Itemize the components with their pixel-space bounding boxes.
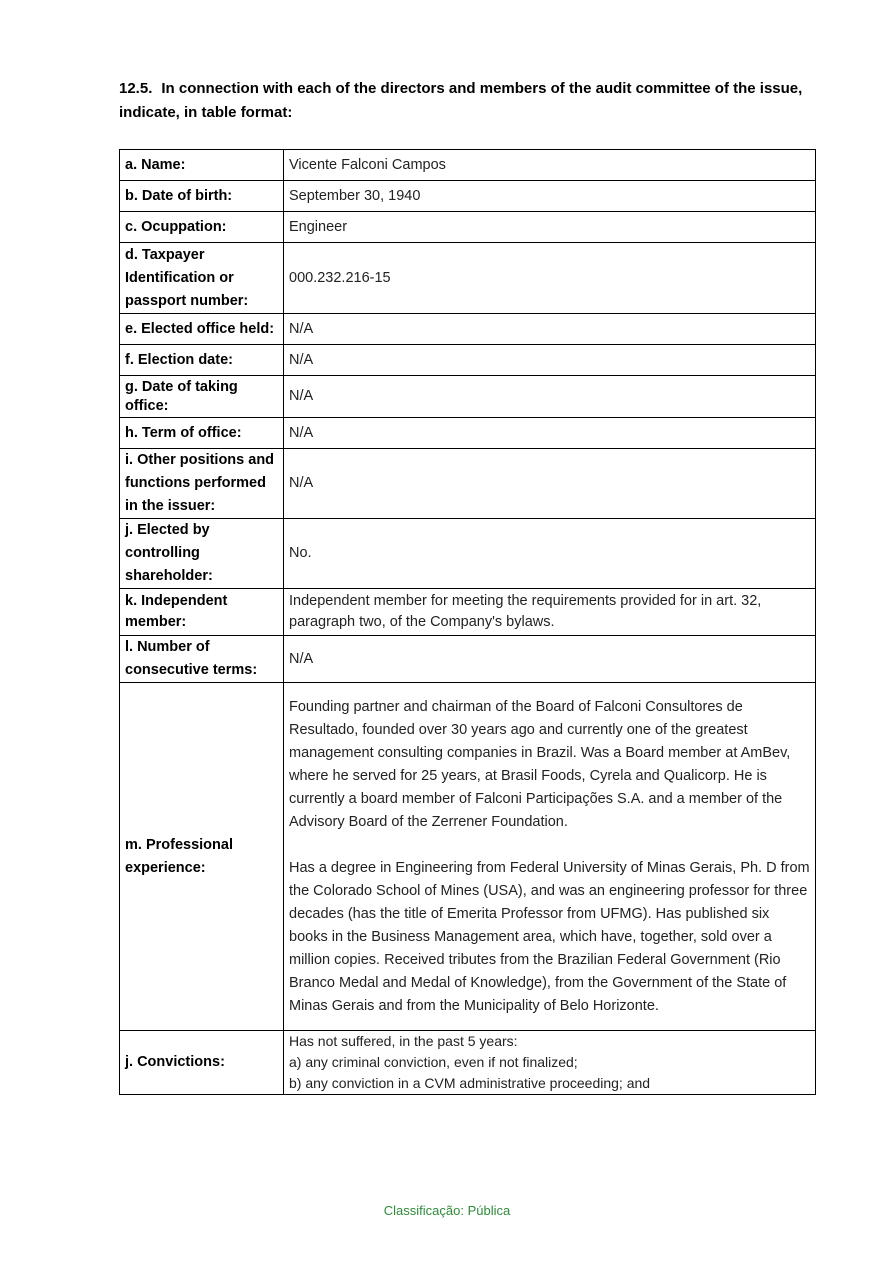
row-value-name: Vicente Falconi Campos <box>284 150 816 181</box>
section-heading <box>119 77 819 125</box>
row-label-elected-by-controlling: j. Elected by controlling shareholder: <box>120 519 284 589</box>
table-row <box>120 243 816 314</box>
table-row <box>120 212 816 243</box>
row-value-professional-experience <box>284 683 816 1031</box>
row-label-consecutive-terms: l. Number of consecutive terms: <box>120 636 284 683</box>
row-label-independent-member: k. Independent member: <box>120 589 284 636</box>
row-label-other-positions: i. Other positions and functions performed in the issuer: <box>120 449 284 519</box>
table-row <box>120 636 816 683</box>
row-value-consecutive-terms: N/A <box>284 636 816 683</box>
row-value-term-of-office: N/A <box>284 418 816 449</box>
row-value-election-date: N/A <box>284 345 816 376</box>
table-row <box>120 345 816 376</box>
row-label-name: a. Name: <box>120 150 284 181</box>
director-info-table <box>119 149 816 1095</box>
director-info-rows <box>120 150 816 1095</box>
convictions-line: b) any conviction in a CVM administrative proceeding; and <box>289 1075 651 1091</box>
row-value-convictions <box>284 1031 816 1095</box>
row-value-date-taking-office: N/A <box>284 376 816 418</box>
classification-footer: Classificação: Pública <box>383 1203 511 1218</box>
row-value-elected-by-controlling: No. <box>284 519 816 589</box>
section-number: 12.5. <box>119 80 153 97</box>
table-row <box>120 449 816 519</box>
row-label-date-taking-office: g. Date of taking office: <box>120 376 284 418</box>
row-label-term-of-office: h. Term of office: <box>120 418 284 449</box>
section-heading-text: In connection with each of the directors and members of the audit committee of the issue, indicate, in table format: <box>119 80 803 121</box>
row-value-elected-office: N/A <box>284 314 816 345</box>
row-value-taxpayer-id: 000.232.216-15 <box>284 243 816 314</box>
row-value-independent-member: Independent member for meeting the requirements provided for in art. 32, paragraph two, of the Company's bylaws. <box>284 589 816 636</box>
row-value-other-positions: N/A <box>284 449 816 519</box>
row-label-elected-office: e. Elected office held: <box>120 314 284 345</box>
row-label-professional-experience: m. Professional experience: <box>120 683 284 1031</box>
table-row <box>120 314 816 345</box>
table-row <box>120 418 816 449</box>
table-row <box>120 150 816 181</box>
row-value-occupation: Engineer <box>284 212 816 243</box>
table-row <box>120 181 816 212</box>
table-row <box>120 519 816 589</box>
row-value-date-of-birth: September 30, 1940 <box>284 181 816 212</box>
convictions-line: a) any criminal conviction, even if not finalized; <box>289 1054 578 1070</box>
table-row <box>120 376 816 418</box>
table-row <box>120 1031 816 1095</box>
table-row <box>120 683 816 1031</box>
table-row <box>120 589 816 636</box>
convictions-line: Has not suffered, in the past 5 years: <box>289 1033 518 1049</box>
row-label-election-date: f. Election date: <box>120 345 284 376</box>
row-label-occupation: c. Ocuppation: <box>120 212 284 243</box>
professional-experience-paragraph: Has a degree in Engineering from Federal University of Minas Gerais, Ph. D from the Colorado School of Mines (USA), and was an engineering professor for three decades (has the title of Emerita Professor from UFMG). Has published six books in the Business Management area, which have, together, sold over a million copies. Received tributes from the Brazilian Federal Government (Rio Branco Medal and Medal of Knowledge), from the Government of the State of Minas Gerais and from the Municipality of Belo Horizonte. <box>289 859 810 1014</box>
row-label-convictions: j. Convictions: <box>120 1031 284 1095</box>
row-label-taxpayer-id: d. Taxpayer Identification or passport number: <box>120 243 284 314</box>
professional-experience-paragraph: Founding partner and chairman of the Board of Falconi Consultores de Resultado, founded over 30 years ago and currently one of the greatest management consulting companies in Brazil. Was a Board member at AmBev, where he served for 25 years, at Brasil Foods, Cyrela and Qualicorp. He is currently a board member of Falconi Participações S.A. and a member of the Advisory Board of the Zerrener Foundation. <box>289 698 791 830</box>
row-label-date-of-birth: b. Date of birth: <box>120 181 284 212</box>
